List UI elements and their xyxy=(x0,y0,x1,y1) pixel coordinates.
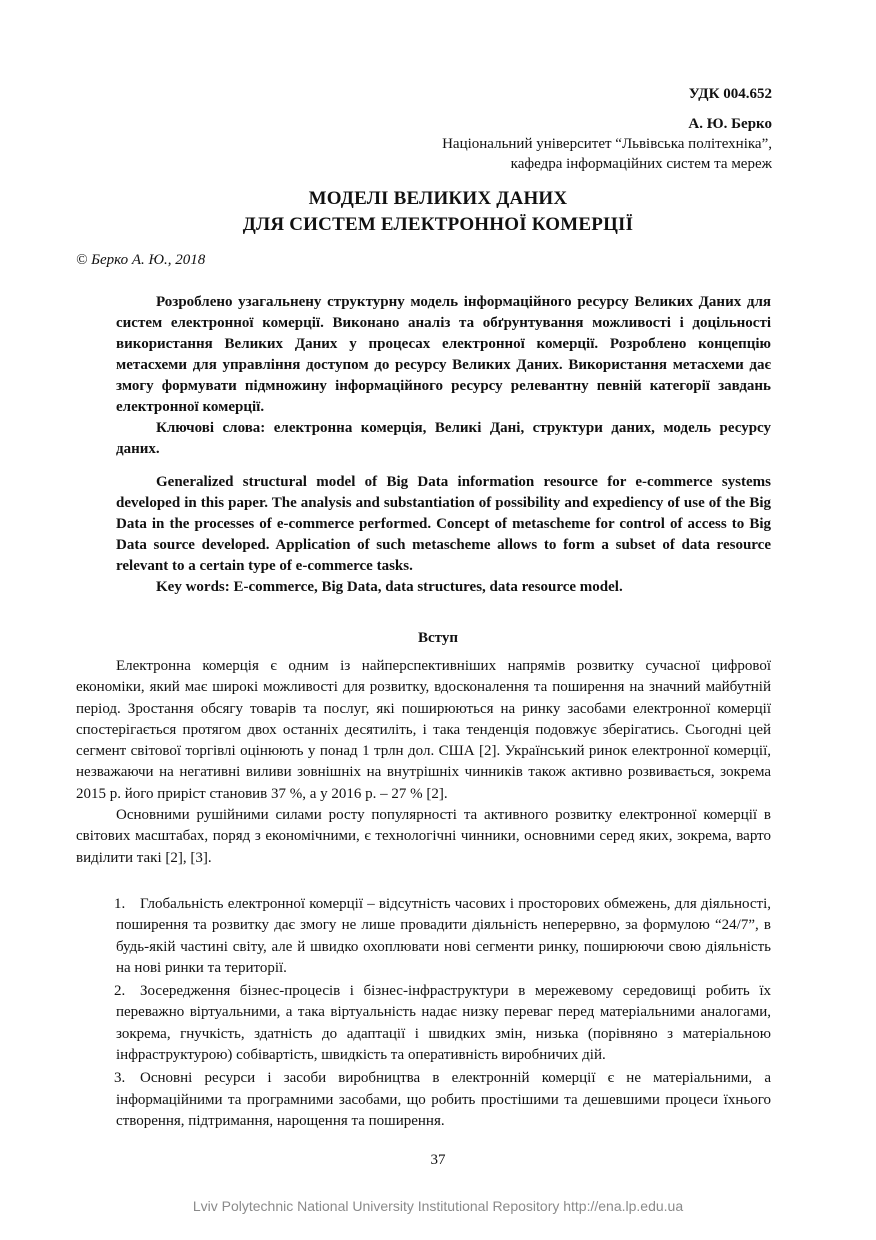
page-number: 37 xyxy=(430,1152,446,1168)
list-item-number: 2. xyxy=(114,983,126,1000)
list-item-body: Глобальність електронної комерції – відсутність часових і просторових обмежень, для діяльності, поширення та розвитку дає змогу не лише провадити діяльність неперервно, за формулою “24/7”, в будь-якій частині світу, але й швидко охоплювати нові сегменти ринку, поширюючи свою діяльність на нові ринки та території. xyxy=(116,896,771,976)
section-heading: Вступ xyxy=(418,630,458,646)
author-name: А. Ю. Берко xyxy=(688,116,772,132)
list-item-text xyxy=(116,981,771,1066)
list-item xyxy=(116,1068,771,1132)
repository-footer: Lviv Polytechnic National University Institutional Repository http://ena.lp.edu.ua xyxy=(192,1198,684,1214)
numbered-list xyxy=(116,894,771,1134)
list-item xyxy=(116,981,771,1066)
abstract-en-text: Generalized structural model of Big Data information resource for e-commerce systems developed in this paper. The analysis and substantiation of possibility and expediency of use of the Big Data in the processes of e-commerce performed. Concept of metascheme for control of access to Big Data source developed. Application of such metascheme allows to form a subset of data resource relevant to a certain type of e-commerce tasks. xyxy=(116,474,771,574)
abstract-en-keywords: Key words: E-commerce, Big Data, data structures, data resource model. xyxy=(156,579,623,595)
list-item xyxy=(116,894,771,979)
abstract-ukrainian xyxy=(116,292,771,460)
abstract-ua-text: Розроблено узагальнену структурну модель інформаційного ресурсу Великих Даних для систем електронної комерції. Виконано аналіз та обґрунтування можливості і доцільності використання Великих Даних у процесах електронної комерції. Розроблено концепцію метасхеми для управління доступом до ресурсу Великих Даних. Використання метасхеми дає змогу формувати підмножину інформаційного ресурсу релевантну певній категорії завдань електронної комерції. xyxy=(116,294,771,415)
list-item-body: Зосередження бізнес-процесів і бізнес-інфраструктури в мережевому середовищі робить їх переважно віртуальними, а така віртуальність надає низку переваг перед матеріальними аналогами, зокрема, гнучкість, здатність до адаптації і швидких змін, низька (порівняно з матеріальною інфраструктурою) собівартість, швидкість та оперативність виробничих дій. xyxy=(116,983,771,1064)
list-item-text xyxy=(116,1068,771,1132)
paper-title-line1: МОДЕЛІ ВЕЛИКИХ ДАНИХ xyxy=(308,188,568,209)
list-item-body: Основні ресурси і засоби виробництва в електронній комерції є не матеріальними, а інформаційними та програмними засобами, що робить простішими та дешевшими процеси їхнього створення, підтримання, нарощення та поширення. xyxy=(116,1070,771,1129)
body-text xyxy=(76,656,771,869)
abstract-ua-keywords: Ключові слова: електронна комерція, Великі Дані, структури даних, модель ресурсу даних. xyxy=(116,420,771,457)
abstract-english xyxy=(116,472,771,598)
body-paragraph: Електронна комерція є одним із найперспективніших напрямів розвитку сучасної цифрової економіки, який має широкі можливості для розвитку, вдосконалення та поширення на значний майбутній період. Зростання обсягу товарів та послуг, які поширюються на ринку засобами електронної комерції спостерігається протягом двох останніх десятиліть, і така тенденція подовжує зберігатись. Сьогодні цей сегмент світової торгівлі оцінюють у понад 1 трлн дол. США [2]. Український ринок електронної комерції, незважаючи на негативні виливи зовнішніх на внутрішніх чинників також активно розвивається, зокрема 2015 р. його приріст становив 37 %, а у 2016 р. – 27 % [2]. xyxy=(76,658,771,802)
list-item-text xyxy=(116,894,771,979)
affiliation-department: кафедра інформаційних систем та мереж xyxy=(510,156,772,172)
copyright-notice: © Берко А. Ю., 2018 xyxy=(76,252,206,268)
body-paragraph: Основними рушійними силами росту популярності та активного розвитку електронної комерції в світових масштабах, поряд з економічними, є технологічні чинники, основними серед яких, зокрема, варто виділити такі [2], [3]. xyxy=(76,807,771,866)
paper-title-line2: ДЛЯ СИСТЕМ ЕЛЕКТРОННОЇ КОМЕРЦІЇ xyxy=(242,214,634,235)
list-item-number: 3. xyxy=(114,1070,126,1087)
list-item-number: 1. xyxy=(114,896,126,912)
affiliation-university: Національний університет “Львівська політехніка”, xyxy=(442,136,772,152)
udk-code: УДК 004.652 xyxy=(688,86,772,102)
